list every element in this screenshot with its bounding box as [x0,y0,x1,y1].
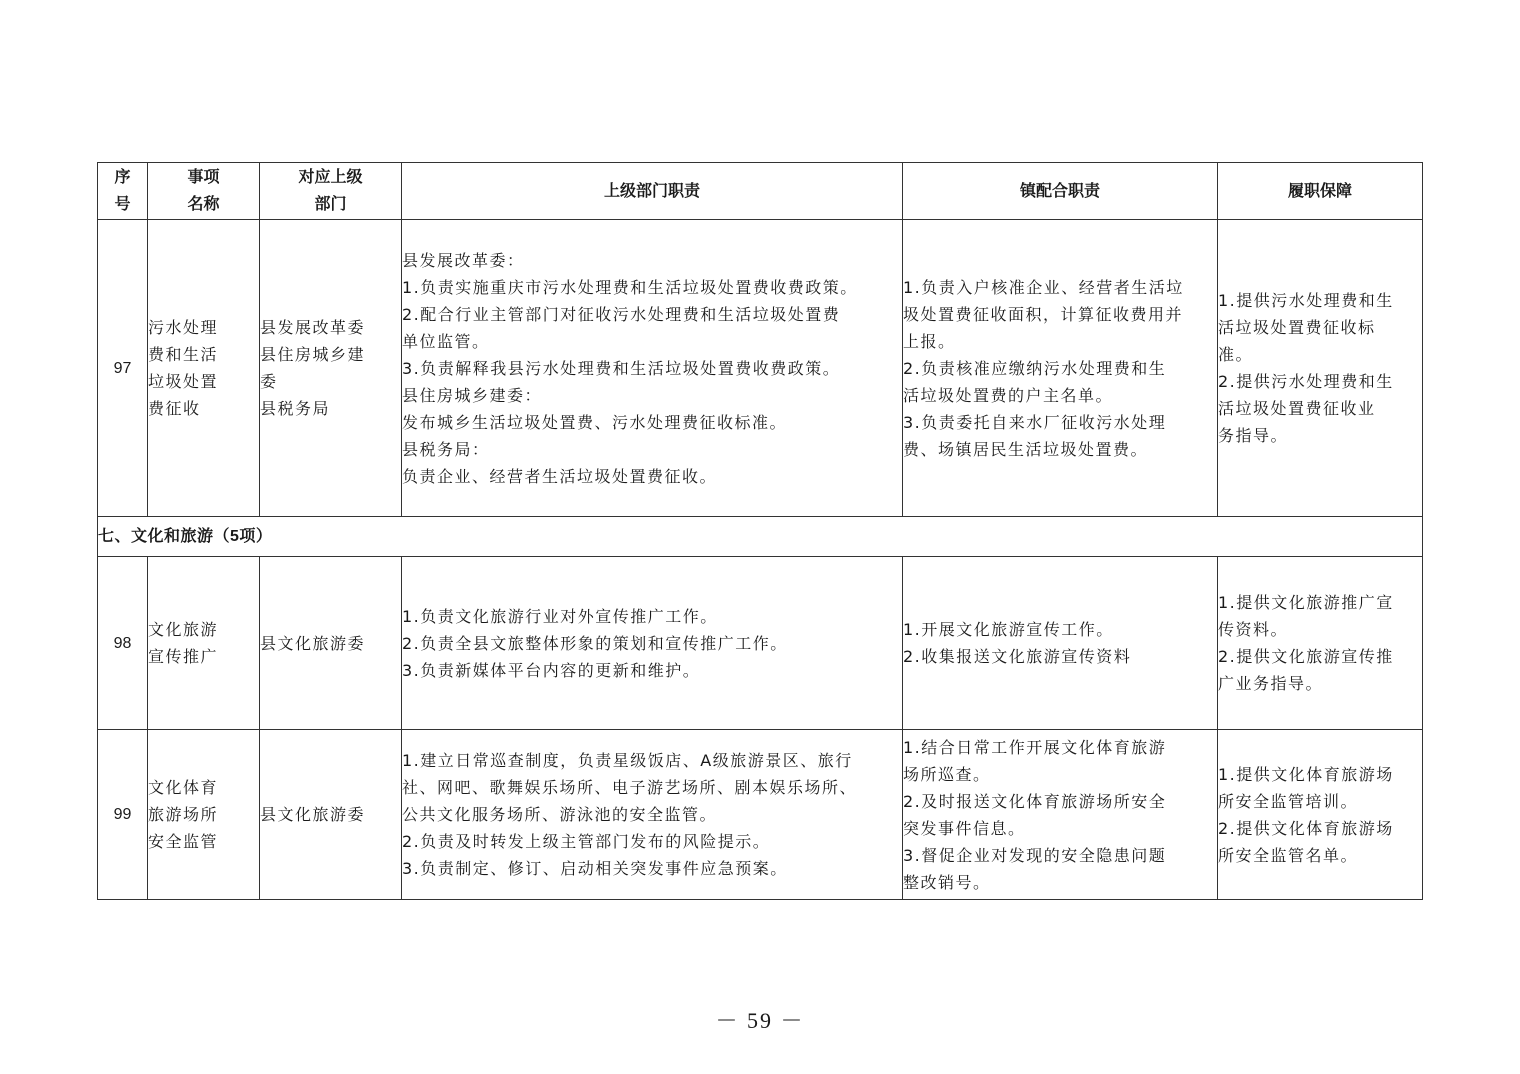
text-line: 费征收 [148,399,201,418]
header-upper: 上级部门职责 [402,163,903,220]
header-seq-line: 序 [114,169,131,186]
row-dept [260,220,402,517]
row-town-duty [903,557,1218,730]
row-guarantee [1218,557,1423,730]
row-guarantee [1218,220,1423,517]
text-line: 县住房城乡建 [260,345,366,364]
text-line: 1.结合日常工作开展文化体育旅游 [903,737,1167,757]
text-line: 县发展改革委 [260,318,366,337]
header-dept-line: 对应上级 [298,169,363,186]
row-seq: 97 [98,220,148,517]
text-line: 所安全监管名单。 [1218,845,1359,865]
text-line: 县税务局 [260,399,331,418]
text-line: 突发事件信息。 [903,818,1026,838]
header-name [148,163,260,220]
row-upper-duty [402,557,903,730]
row-item-name [148,730,260,900]
row-seq: 98 [98,557,148,730]
text-line: 文化体育 [148,778,219,797]
page-number: － 59 － [715,1008,805,1033]
header-name-line: 名称 [187,196,220,213]
header-row [98,163,1423,220]
text-line: 整改销号。 [903,872,991,892]
text-line: 县税务局： [402,439,490,459]
text-line: 3.负责解释我县污水处理费和生活垃圾处置费收费政策。 [402,358,841,378]
text-line: 上报。 [903,331,956,351]
text-line: 文化旅游 [148,620,219,639]
row-dept [260,557,402,730]
text-line: 活垃圾处置费征收标 [1218,318,1376,337]
text-line: 2.负责全县文旅整体形象的策划和宣传推广工作。 [402,633,788,653]
table-row-97 [98,220,1423,517]
header-seq-line: 号 [114,196,131,213]
text-line: 公共文化服务场所、游泳池的安全监管。 [402,805,718,824]
text-line: 1.建立日常巡查制度，负责星级饭店、A级旅游景区、旅行 [402,751,853,770]
text-line: 广业务指导。 [1218,674,1324,693]
text-line: 3.负责新媒体平台内容的更新和维护。 [402,660,701,680]
section-row [98,517,1423,557]
text-line: 2.负责核准应缴纳污水处理费和生 [903,358,1167,378]
text-line: 1.提供文化旅游推广宣 [1218,593,1394,612]
text-line: 务指导。 [1218,426,1289,445]
header-seq [98,163,148,220]
header-town: 镇配合职责 [903,163,1218,220]
text-line: 场所巡查。 [903,764,991,784]
text-line: 发布城乡生活垃圾处置费、污水处理费征收标准。 [402,412,788,432]
header-dept [260,163,402,220]
text-line: 活垃圾处置费征收业 [1218,399,1376,418]
text-line: 2.配合行业主管部门对征收污水处理费和生活垃圾处置费 [402,304,841,324]
text-line: 社、网吧、歌舞娱乐场所、电子游艺场所、剧本娱乐场所、 [402,778,858,797]
header-name-line: 事项 [187,169,220,186]
header-guard: 履职保障 [1218,163,1423,220]
text-line: 2.提供文化旅游宣传推 [1218,647,1394,666]
table-row-99 [98,730,1423,900]
text-line: 宣传推广 [148,647,219,666]
text-line: 2.提供文化体育旅游场 [1218,818,1394,838]
text-line: 3.督促企业对发现的安全隐患问题 [903,845,1167,865]
text-line: 县文化旅游委 [260,805,366,824]
text-line: 2.收集报送文化旅游宣传资料 [903,647,1132,666]
text-line: 活垃圾处置费的户主名单。 [903,385,1114,405]
text-line: 所安全监管培训。 [1218,791,1359,811]
text-line: 安全监管 [148,832,219,851]
text-line: 1.提供污水处理费和生 [1218,291,1394,310]
text-line: 1.提供文化体育旅游场 [1218,764,1394,784]
text-line: 3.负责委托自来水厂征收污水处理 [903,412,1167,432]
duty-table [97,162,1423,900]
text-line: 1.开展文化旅游宣传工作。 [903,620,1114,639]
text-line: 2.及时报送文化体育旅游场所安全 [903,791,1167,811]
text-line: 县住房城乡建委： [402,385,543,405]
header-dept-line: 部门 [314,196,347,213]
row-item-name [148,557,260,730]
text-line: 传资料。 [1218,620,1289,639]
row-item-name [148,220,260,517]
text-line: 县发展改革委： [402,250,525,270]
text-line: 1.负责入户核准企业、经营者生活垃 [903,277,1184,297]
text-line: 单位监管。 [402,331,490,351]
text-line: 1.负责实施重庆市污水处理费和生活垃圾处置费收费政策。 [402,277,858,297]
text-line: 准。 [1218,345,1254,364]
text-line: 2.提供污水处理费和生 [1218,372,1394,391]
row-upper-duty [402,730,903,900]
row-town-duty [903,220,1218,517]
table-row-98 [98,557,1423,730]
text-line: 垃圾处置 [148,372,219,391]
text-line: 1.负责文化旅游行业对外宣传推广工作。 [402,606,718,626]
text-line: 旅游场所 [148,805,219,824]
section-title: 七、文化和旅游（5项） [98,517,1423,557]
text-line: 污水处理 [148,318,219,337]
row-dept [260,730,402,900]
text-line: 负责企业、经营者生活垃圾处置费征收。 [402,466,718,486]
text-line: 县文化旅游委 [260,633,366,653]
text-line: 费和生活 [148,345,219,364]
text-line: 2.负责及时转发上级主管部门发布的风险提示。 [402,832,771,851]
text-line: 圾处置费征收面积，计算征收费用并 [903,304,1184,324]
text-line: 委 [260,372,278,391]
row-town-duty [903,730,1218,900]
row-seq: 99 [98,730,148,900]
text-line: 费、场镇居民生活垃圾处置费。 [903,439,1149,459]
row-upper-duty [402,220,903,517]
row-guarantee [1218,730,1423,900]
text-line: 3.负责制定、修订、启动相关突发事件应急预案。 [402,859,788,878]
